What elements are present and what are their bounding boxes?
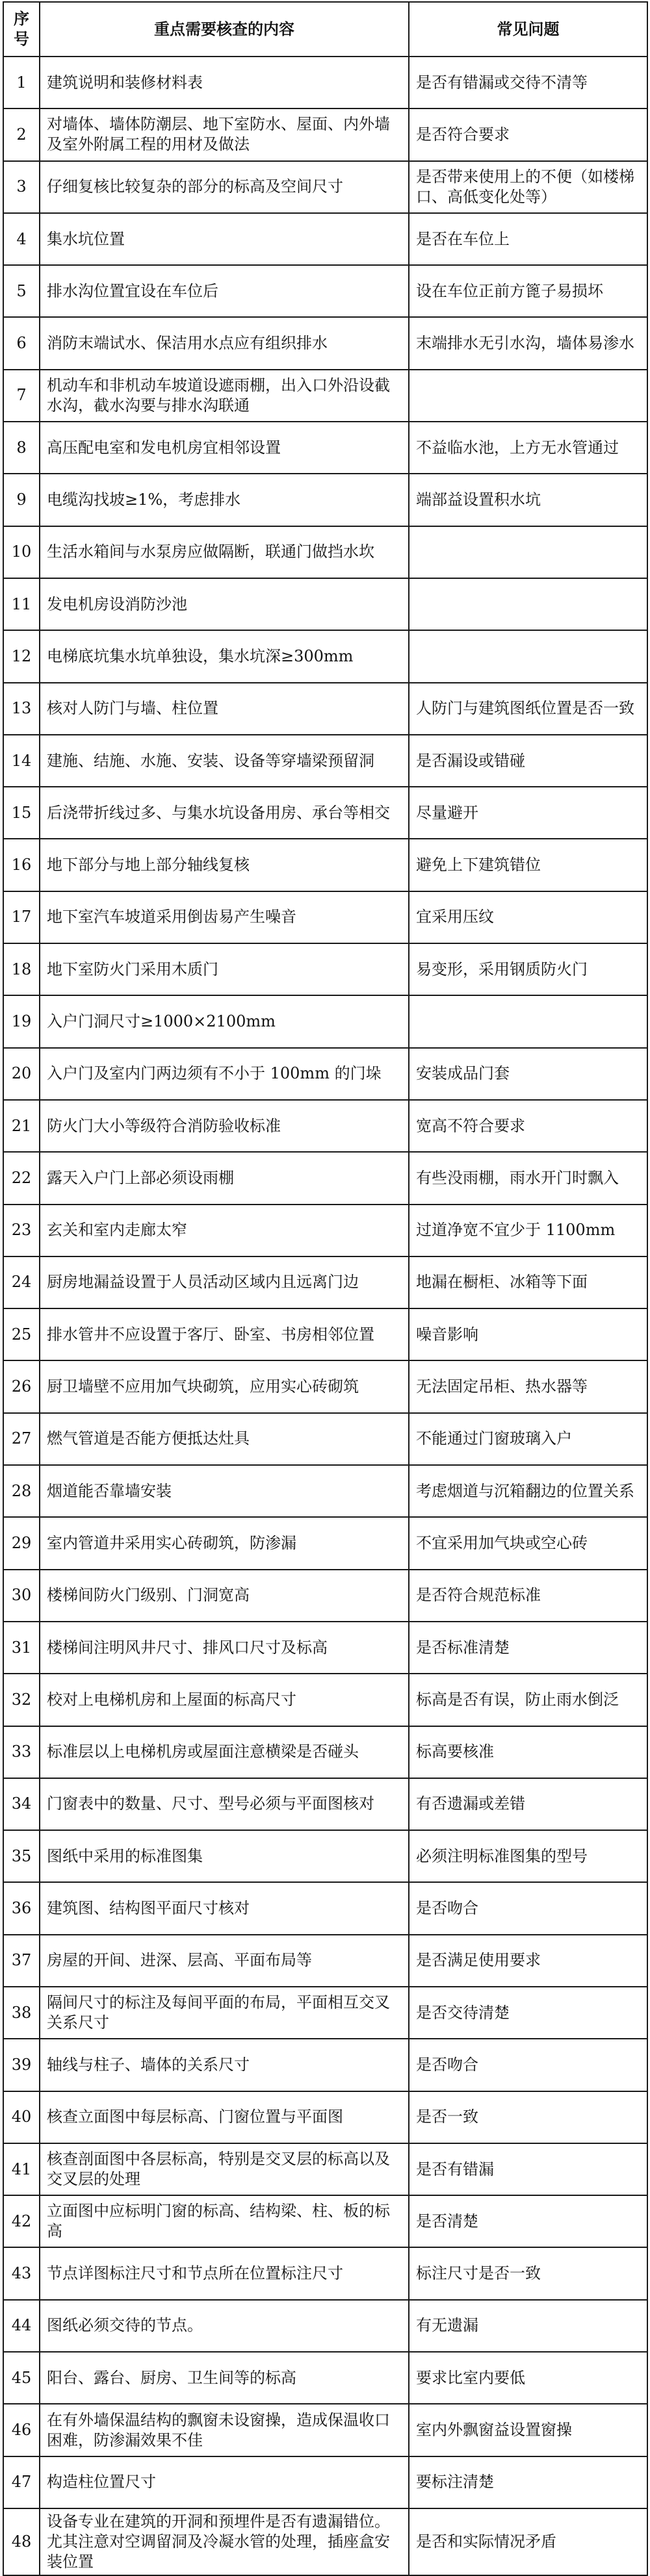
row-content: 高压配电室和发电机房宜相邻设置 <box>40 422 409 474</box>
row-issue: 噪音影响 <box>409 1308 647 1360</box>
table-row <box>3 2300 647 2352</box>
table-row <box>3 2039 647 2091</box>
row-issue: 无法固定吊柜、热水器等 <box>409 1360 647 1412</box>
table-body <box>3 57 647 2575</box>
table-row <box>3 2508 647 2575</box>
row-number: 39 <box>3 2039 40 2091</box>
row-content: 门窗表中的数量、尺寸、型号必须与平面图核对 <box>40 1778 409 1830</box>
row-issue <box>409 630 647 682</box>
row-content: 房屋的开间、进深、层高、平面布局等 <box>40 1935 409 1987</box>
row-number: 21 <box>3 1100 40 1152</box>
table-row <box>3 1935 647 1987</box>
row-content: 图纸必须交待的节点。 <box>40 2300 409 2352</box>
row-number: 45 <box>3 2352 40 2404</box>
row-content: 核对人防门与墙、柱位置 <box>40 683 409 735</box>
row-issue: 安装成品门套 <box>409 1048 647 1100</box>
row-content: 地下部分与地上部分轴线复核 <box>40 839 409 891</box>
row-content: 楼梯间注明风井尺寸、排风口尺寸及标高 <box>40 1622 409 1674</box>
row-issue: 要求比室内要低 <box>409 2352 647 2404</box>
table-row <box>3 1987 647 2039</box>
table-row <box>3 1778 647 1830</box>
table-row <box>3 2404 647 2456</box>
row-issue: 是否有错漏 <box>409 2143 647 2195</box>
table-row <box>3 891 647 943</box>
row-issue: 是否吻合 <box>409 1882 647 1934</box>
row-number: 18 <box>3 943 40 995</box>
row-number: 43 <box>3 2247 40 2299</box>
row-issue: 尽量避开 <box>409 787 647 839</box>
row-number: 8 <box>3 422 40 474</box>
row-content: 阳台、露台、厨房、卫生间等的标高 <box>40 2352 409 2404</box>
table-row <box>3 1205 647 1256</box>
row-content: 标准层以上电梯机房或屋面注意横梁是否碰头 <box>40 1726 409 1778</box>
row-issue: 有些没雨棚，雨水开门时飘入 <box>409 1152 647 1204</box>
row-number: 14 <box>3 735 40 787</box>
table-row <box>3 370 647 422</box>
row-content: 建筑图、结构图平面尺寸核对 <box>40 1882 409 1934</box>
table-row <box>3 1308 647 1360</box>
row-number: 44 <box>3 2300 40 2352</box>
row-number: 16 <box>3 839 40 891</box>
row-number: 12 <box>3 630 40 682</box>
table-row <box>3 630 647 682</box>
table-row <box>3 474 647 526</box>
row-number: 33 <box>3 1726 40 1778</box>
row-content: 露天入户门上部必须设雨棚 <box>40 1152 409 1204</box>
table-row <box>3 526 647 578</box>
table-row <box>3 1726 647 1778</box>
header-serial-no: 序号 <box>3 2 40 57</box>
row-content: 地下室汽车坡道采用倒齿易产生噪音 <box>40 891 409 943</box>
row-content: 节点详图标注尺寸和节点所在位置标注尺寸 <box>40 2247 409 2299</box>
row-number: 42 <box>3 2195 40 2247</box>
header-row <box>3 2 647 57</box>
row-issue: 要标注清楚 <box>409 2456 647 2508</box>
row-content: 电梯底坑集水坑单独设，集水坑深≥300mm <box>40 630 409 682</box>
row-number: 20 <box>3 1048 40 1100</box>
row-content: 燃气管道是否能方便抵达灶具 <box>40 1413 409 1465</box>
row-content: 消防末端试水、保洁用水点应有组织排水 <box>40 317 409 369</box>
row-number: 36 <box>3 1882 40 1934</box>
row-content: 设备专业在建筑的开洞和预埋件是否有遗漏错位。尤其注意对空调留洞及冷凝水管的处理，插座盒安装位置 <box>40 2508 409 2575</box>
table-row <box>3 2352 647 2404</box>
row-number: 27 <box>3 1413 40 1465</box>
row-content: 地下室防火门采用木质门 <box>40 943 409 995</box>
table-row <box>3 2247 647 2299</box>
table-row <box>3 1413 647 1465</box>
row-number: 34 <box>3 1778 40 1830</box>
row-issue: 是否有错漏或交待不清等 <box>409 57 647 108</box>
row-content: 电缆沟找坡≥1%，考虑排水 <box>40 474 409 526</box>
row-issue: 是否清楚 <box>409 2195 647 2247</box>
row-number: 5 <box>3 265 40 317</box>
row-number: 4 <box>3 213 40 265</box>
row-content: 建筑说明和装修材料表 <box>40 57 409 108</box>
row-content: 室内管道井采用实心砖砌筑，防渗漏 <box>40 1517 409 1569</box>
row-number: 11 <box>3 578 40 630</box>
row-issue: 是否交待清楚 <box>409 1987 647 2039</box>
table-row <box>3 578 647 630</box>
row-number: 38 <box>3 1987 40 2039</box>
row-number: 40 <box>3 2091 40 2143</box>
row-issue: 是否符合规范标准 <box>409 1570 647 1622</box>
row-number: 13 <box>3 683 40 735</box>
row-number: 15 <box>3 787 40 839</box>
row-number: 37 <box>3 1935 40 1987</box>
table-row <box>3 839 647 891</box>
row-issue: 人防门与建筑图纸位置是否一致 <box>409 683 647 735</box>
table-row <box>3 1882 647 1934</box>
row-issue: 不能通过门窗玻璃入户 <box>409 1413 647 1465</box>
row-content: 立面图中应标明门窗的标高、结构梁、柱、板的标高 <box>40 2195 409 2247</box>
row-issue: 标注尺寸是否一致 <box>409 2247 647 2299</box>
row-content: 核查剖面图中各层标高，特别是交叉层的标高以及交叉层的处理 <box>40 2143 409 2195</box>
row-number: 48 <box>3 2508 40 2575</box>
header-common-issue: 常见问题 <box>409 2 647 57</box>
row-issue: 标高要核准 <box>409 1726 647 1778</box>
row-issue: 是否漏设或错碰 <box>409 735 647 787</box>
table-row <box>3 1622 647 1674</box>
row-issue: 是否标准清楚 <box>409 1622 647 1674</box>
row-number: 2 <box>3 108 40 160</box>
row-issue <box>409 578 647 630</box>
row-number: 30 <box>3 1570 40 1622</box>
table-row <box>3 735 647 787</box>
row-content: 发电机房设消防沙池 <box>40 578 409 630</box>
row-issue: 宜采用压纹 <box>409 891 647 943</box>
row-content: 入户门及室内门两边须有不小于 100mm 的门垛 <box>40 1048 409 1100</box>
row-content: 生活水箱间与水泵房应做隔断，联通门做挡水坎 <box>40 526 409 578</box>
row-content: 对墙体、墙体防潮层、地下室防水、屋面、内外墙及室外附属工程的用材及做法 <box>40 108 409 160</box>
row-content: 核查立面图中每层标高、门窗位置与平面图 <box>40 2091 409 2143</box>
row-issue: 是否吻合 <box>409 2039 647 2091</box>
row-number: 23 <box>3 1205 40 1256</box>
row-issue: 末端排水无引水沟，墙体易渗水 <box>409 317 647 369</box>
table-row <box>3 108 647 160</box>
row-number: 24 <box>3 1256 40 1308</box>
table-row <box>3 1256 647 1308</box>
table-row <box>3 422 647 474</box>
row-content: 烟道能否靠墙安装 <box>40 1465 409 1517</box>
row-content: 校对上电梯机房和上屋面的标高尺寸 <box>40 1674 409 1726</box>
row-number: 29 <box>3 1517 40 1569</box>
row-issue: 是否带来使用上的不便（如楼梯口、高低变化处等） <box>409 161 647 213</box>
row-number: 46 <box>3 2404 40 2456</box>
row-issue <box>409 370 647 422</box>
row-issue: 地漏在橱柜、冰箱等下面 <box>409 1256 647 1308</box>
row-issue: 避免上下建筑错位 <box>409 839 647 891</box>
table-row <box>3 2456 647 2508</box>
row-number: 31 <box>3 1622 40 1674</box>
row-number: 6 <box>3 317 40 369</box>
table-row <box>3 2091 647 2143</box>
row-number: 7 <box>3 370 40 422</box>
row-number: 26 <box>3 1360 40 1412</box>
table-row <box>3 1830 647 1882</box>
row-content: 图纸中采用的标准图集 <box>40 1830 409 1882</box>
table-row <box>3 1100 647 1152</box>
row-content: 仔细复核比较复杂的部分的标高及空间尺寸 <box>40 161 409 213</box>
table-row <box>3 265 647 317</box>
row-issue <box>409 526 647 578</box>
row-issue: 室内外飘窗益设置窗操 <box>409 2404 647 2456</box>
table-row <box>3 213 647 265</box>
row-issue: 端部益设置积水坑 <box>409 474 647 526</box>
row-content: 玄关和室内走廊太窄 <box>40 1205 409 1256</box>
table-row <box>3 995 647 1047</box>
row-issue: 是否和实际情况矛盾 <box>409 2508 647 2575</box>
row-issue: 过道净宽不宜少于 1100mm <box>409 1205 647 1256</box>
table-row <box>3 2143 647 2195</box>
table-row <box>3 1517 647 1569</box>
row-number: 10 <box>3 526 40 578</box>
row-number: 22 <box>3 1152 40 1204</box>
table-row <box>3 1152 647 1204</box>
row-content: 楼梯间防火门级别、门洞宽高 <box>40 1570 409 1622</box>
row-content: 厨房地漏益设置于人员活动区域内且远离门边 <box>40 1256 409 1308</box>
row-issue: 不益临水池，上方无水管通过 <box>409 422 647 474</box>
table-row <box>3 943 647 995</box>
row-content: 集水坑位置 <box>40 213 409 265</box>
row-number: 41 <box>3 2143 40 2195</box>
review-checklist-table <box>3 1 648 2576</box>
table-row <box>3 1360 647 1412</box>
row-issue: 易变形，采用钢质防火门 <box>409 943 647 995</box>
row-issue: 是否符合要求 <box>409 108 647 160</box>
row-issue: 有无遗漏 <box>409 2300 647 2352</box>
table-row <box>3 1048 647 1100</box>
row-issue: 必须注明标准图集的型号 <box>409 1830 647 1882</box>
row-issue: 考虑烟道与沉箱翻边的位置关系 <box>409 1465 647 1517</box>
row-issue: 有否遗漏或差错 <box>409 1778 647 1830</box>
row-issue: 不宜采用加气块或空心砖 <box>409 1517 647 1569</box>
row-number: 1 <box>3 57 40 108</box>
table-header <box>3 2 647 57</box>
row-number: 17 <box>3 891 40 943</box>
header-review-content: 重点需要核查的内容 <box>40 2 409 57</box>
row-number: 9 <box>3 474 40 526</box>
row-issue: 是否满足使用要求 <box>409 1935 647 1987</box>
table-row <box>3 787 647 839</box>
row-content: 在有外墙保温结构的飘窗未设窗操，造成保温收口困难，防渗漏效果不佳 <box>40 2404 409 2456</box>
row-content: 轴线与柱子、墙体的关系尺寸 <box>40 2039 409 2091</box>
row-number: 47 <box>3 2456 40 2508</box>
table-row <box>3 57 647 108</box>
table-row <box>3 317 647 369</box>
table-row <box>3 1570 647 1622</box>
row-number: 25 <box>3 1308 40 1360</box>
table-row <box>3 1674 647 1726</box>
row-issue: 宽高不符合要求 <box>409 1100 647 1152</box>
row-issue: 是否一致 <box>409 2091 647 2143</box>
table-row <box>3 2195 647 2247</box>
row-content: 隔间尺寸的标注及每间平面的布局，平面相互交叉关系尺寸 <box>40 1987 409 2039</box>
row-content: 构造柱位置尺寸 <box>40 2456 409 2508</box>
row-number: 3 <box>3 161 40 213</box>
row-content: 机动车和非机动车坡道设遮雨棚，出入口外沿设截水沟，截水沟要与排水沟联通 <box>40 370 409 422</box>
table-row <box>3 161 647 213</box>
row-content: 排水沟位置宜设在车位后 <box>40 265 409 317</box>
table-row <box>3 683 647 735</box>
row-issue: 标高是否有误，防止雨水倒泛 <box>409 1674 647 1726</box>
row-issue: 设在车位正前方篦子易损坏 <box>409 265 647 317</box>
row-issue <box>409 995 647 1047</box>
row-number: 28 <box>3 1465 40 1517</box>
row-content: 排水管井不应设置于客厅、卧室、书房相邻位置 <box>40 1308 409 1360</box>
row-content: 厨卫墙壁不应用加气块砌筑，应用实心砖砌筑 <box>40 1360 409 1412</box>
row-content: 建施、结施、水施、安装、设备等穿墙梁预留洞 <box>40 735 409 787</box>
table-row <box>3 1465 647 1517</box>
row-content: 后浇带折线过多、与集水坑设备用房、承台等相交 <box>40 787 409 839</box>
row-number: 19 <box>3 995 40 1047</box>
row-issue: 是否在车位上 <box>409 213 647 265</box>
row-number: 35 <box>3 1830 40 1882</box>
row-number: 32 <box>3 1674 40 1726</box>
row-content: 入户门洞尺寸≥1000×2100mm <box>40 995 409 1047</box>
row-content: 防火门大小等级符合消防验收标准 <box>40 1100 409 1152</box>
